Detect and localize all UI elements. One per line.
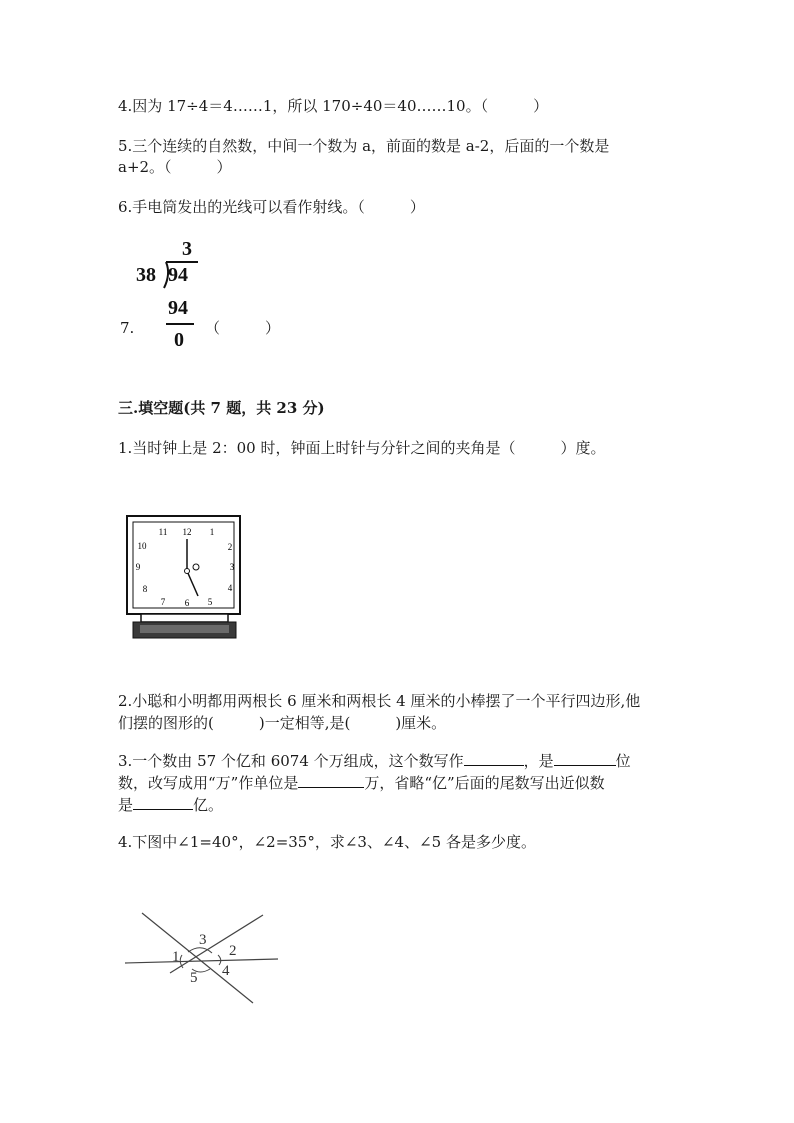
fill-q2-line2: 们摆的图形的( )一定相等,是( )厘米。	[118, 714, 447, 732]
clock-base-inset	[140, 625, 229, 633]
clock-figure	[126, 515, 242, 641]
angle-label-3: 3	[199, 932, 207, 948]
diagonal-line-up	[170, 915, 263, 973]
fill-q1: 1.当时钟上是 2：00 时，钟面上时针与分针之间的夹角是（ ）度。	[118, 439, 606, 457]
answer-blank[interactable]	[133, 795, 193, 810]
fill-q3-text-b: ，是	[523, 752, 554, 770]
angle-label-1: 1	[172, 949, 180, 965]
judge-q5-line2: a+2。（ ）	[118, 158, 232, 176]
division-quotient: 3	[182, 238, 192, 260]
clock-number: 11	[158, 527, 168, 537]
angle-label-2: 2	[229, 943, 237, 959]
clock-number: 8	[142, 584, 148, 594]
fill-q3-text-e: 万，省略“亿”后面的尾数写出近似数	[364, 774, 605, 792]
judge-q5-line1: 5.三个连续的自然数，中间一个数为 a，前面的数是 a-2，后面的一个数是	[118, 137, 610, 155]
judge-q4: 4.因为 17÷4＝4……1，所以 170÷40＝40……10。（ ）	[118, 97, 549, 115]
fill-q3-text-c: 位	[615, 752, 631, 770]
fill-q3-text-g: 亿。	[193, 796, 224, 814]
fill-q3-text-f: 是	[118, 796, 134, 814]
fill-q3-text-a: 3.一个数由 57 个亿和 6074 个万组成，这个数写作	[118, 752, 464, 770]
clock-number: 10	[137, 541, 147, 551]
clock-number: 9	[135, 562, 141, 572]
angle-label-4: 4	[222, 963, 230, 979]
division-product: 94	[168, 297, 188, 319]
fill-q3-line3	[118, 795, 223, 815]
division-remainder: 0	[174, 329, 184, 351]
clock-number: 3	[229, 562, 235, 572]
clock-number: 2	[227, 542, 233, 552]
answer-blank[interactable]	[554, 751, 616, 766]
clock-number: 4	[227, 583, 233, 593]
division-dividend: 94	[168, 264, 188, 286]
division-rule	[166, 323, 194, 325]
division-divisor: 38	[136, 264, 156, 286]
clock-number: 1	[209, 527, 215, 537]
clock-number: 12	[182, 527, 192, 537]
clock-number: 5	[207, 597, 213, 607]
clock-number: 7	[160, 597, 166, 607]
answer-blank[interactable]	[298, 773, 364, 788]
clock-pivot	[185, 569, 190, 574]
fill-q2-line1: 2.小聪和小明都用两根长 6 厘米和两根长 4 厘米的小棒摆了一个平行四边形,他	[118, 692, 641, 710]
fill-q3-text-d: 数，改写成用“万”作单位是	[118, 774, 299, 792]
fill-q4: 4.下图中∠1=40°，∠2=35°，求∠3、∠4、∠5 各是多少度。	[118, 833, 536, 851]
clock-number: 6	[184, 598, 190, 608]
judge-q7-paren: （ ）	[205, 319, 281, 337]
clock-neck	[141, 614, 228, 622]
answer-blank[interactable]	[464, 751, 524, 766]
angle-label-5: 5	[190, 970, 198, 986]
fill-q3-line2	[118, 773, 605, 793]
judge-q7-number: 7.	[120, 319, 135, 337]
fill-q3-line1	[118, 751, 631, 771]
judge-q6: 6.手电筒发出的光线可以看作射线。（ ）	[118, 198, 425, 216]
angle-figure	[120, 905, 285, 1010]
section-title: 三.填空题(共 7 题，共 23 分)	[118, 399, 325, 417]
